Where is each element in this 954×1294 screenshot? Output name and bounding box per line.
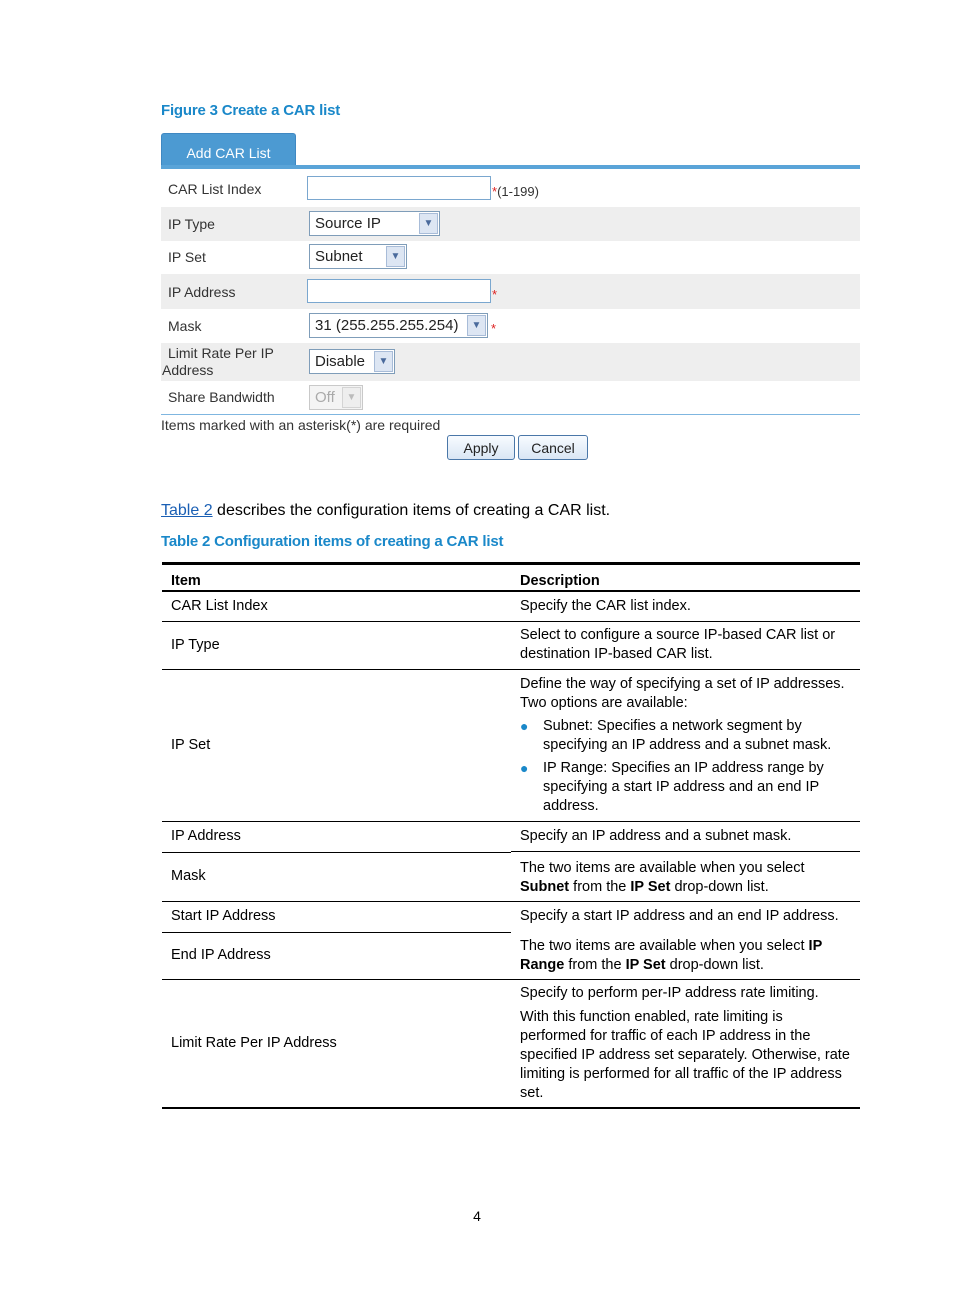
limit-rate-select[interactable] [309,349,395,374]
page-number: 4 [473,1208,481,1224]
limit-rate-label-line2: Address [162,362,214,378]
car-list-index-input[interactable] [307,176,491,200]
required-note: Items marked with an asterisk(*) are required [161,417,441,433]
row-description: Specify the CAR list index. [511,591,860,621]
apply-button[interactable]: Apply [447,435,515,460]
car-list-index-range: (1-199) [497,184,539,199]
row-item: IP Type [162,621,511,669]
share-bandwidth-label: Share Bandwidth [168,389,275,405]
header-description: Description [511,564,860,592]
mask-desc-e: drop-down list. [670,878,769,895]
share-bandwidth-value: Off [315,389,335,406]
ip-address-desc: Specify an IP address and a subnet mask. [511,827,860,852]
end-ip-desc-b: IP Range [520,937,822,973]
table-row [162,621,860,669]
end-ip-desc-d: IP Set [625,956,666,973]
mask-select[interactable] [309,313,488,338]
row-description: Select to configure a source IP-based CAR list or destination IP-based CAR list. [511,621,860,669]
list-item [520,759,851,816]
chevron-down-icon[interactable]: ▼ [374,351,393,372]
chevron-down-icon[interactable]: ▼ [419,213,438,234]
chevron-down-icon[interactable]: ▼ [386,246,405,267]
bullet-icon: ● [520,759,529,776]
ip-type-label: IP Type [168,216,215,232]
intro-paragraph [161,502,610,520]
table-row [162,979,860,1108]
ip-set-desc: Define the way of specifying a set of IP addresses. Two options are available: [520,675,845,711]
start-ip-desc: Specify a start IP address and an end IP address. [520,907,839,924]
row-car-list-index [161,173,860,207]
intro-text: describes the configuration items of creating a CAR list. [212,502,611,519]
ip-type-value: Source IP [315,215,381,232]
mask-desc [520,859,851,897]
limit-rate-desc1: Specify to perform per-IP address rate limiting. [520,984,819,1001]
mask-label: Mask [168,318,202,334]
table-row [162,821,860,852]
row-limit-rate [161,343,860,381]
mask-desc-b: Subnet [520,878,570,895]
mask-asterisk: * [491,321,497,336]
row-mask [161,309,860,343]
mask-desc-a: The two items are available when you select [520,859,805,876]
row-item: IP Set [162,669,511,821]
limit-rate-label [162,345,274,379]
table-row [162,591,860,621]
chevron-down-icon[interactable]: ▼ [342,387,361,408]
row-item: Mask [162,852,511,901]
car-list-index-hint: *(1-199) [492,184,539,199]
end-ip-desc-c: from the [564,956,626,973]
figure-caption: Figure 3 Create a CAR list [161,102,341,119]
mask-desc-c: from the [569,878,631,895]
header-item: Item [162,564,511,592]
limit-rate-desc2: With this function enabled, rate limiting is performed for traffic of each IP address in the specified IP address set separately. Otherwise, rate limiting is performed for all traffic of the IP address set. [520,1008,850,1101]
chevron-down-icon[interactable]: ▼ [467,315,486,336]
table-caption: Table 2 Configuration items of creating a CAR list [161,533,504,550]
row-item: Limit Rate Per IP Address [162,979,511,1108]
ip-set-select[interactable] [309,244,407,269]
table-header-row [162,564,860,592]
ip-address-label: IP Address [168,284,236,300]
table-row [162,669,860,821]
cancel-button[interactable]: Cancel [518,435,588,460]
table-row [162,901,860,932]
mask-desc-d: IP Set [630,878,671,895]
ip-set-value: Subnet [315,248,363,265]
bullet-icon: ● [520,717,529,734]
tab-add-car-list[interactable]: Add CAR List [161,133,296,165]
row-item: IP Address [162,821,511,852]
car-list-index-label: CAR List Index [168,181,262,197]
ip-set-label: IP Set [168,249,206,265]
ip-address-asterisk: * [492,287,498,302]
row-description [511,821,860,901]
config-table [162,562,860,1109]
ip-type-select[interactable] [309,211,440,236]
row-ip-set [161,241,860,274]
row-item: End IP Address [162,932,511,979]
row-share-bandwidth [161,381,860,415]
row-ip-address [161,274,860,309]
bullet-text: IP Range: Specifies an IP address range by specifying a start IP address and an end IP address. [543,759,824,814]
row-description [511,901,860,979]
mask-value: 31 (255.255.255.254) [315,317,459,334]
list-item [520,717,851,755]
ip-address-input[interactable] [307,279,491,303]
row-ip-type [161,207,860,241]
row-item: CAR List Index [162,591,511,621]
end-ip-desc [520,937,851,975]
row-item: Start IP Address [162,901,511,932]
share-bandwidth-select[interactable] [309,385,363,410]
table-2-link[interactable]: Table 2 [161,502,213,519]
row-description [511,979,860,1108]
end-ip-desc-e: drop-down list. [665,956,764,973]
limit-rate-label-line1: Limit Rate Per IP [168,345,274,361]
limit-rate-value: Disable [315,353,366,370]
row-description [511,669,860,821]
tab-bar [161,133,860,169]
bullet-text: Subnet: Specifies a network segment by specifying an IP address and a subnet mask. [543,717,832,753]
end-ip-desc-a: The two items are available when you select [520,937,809,954]
